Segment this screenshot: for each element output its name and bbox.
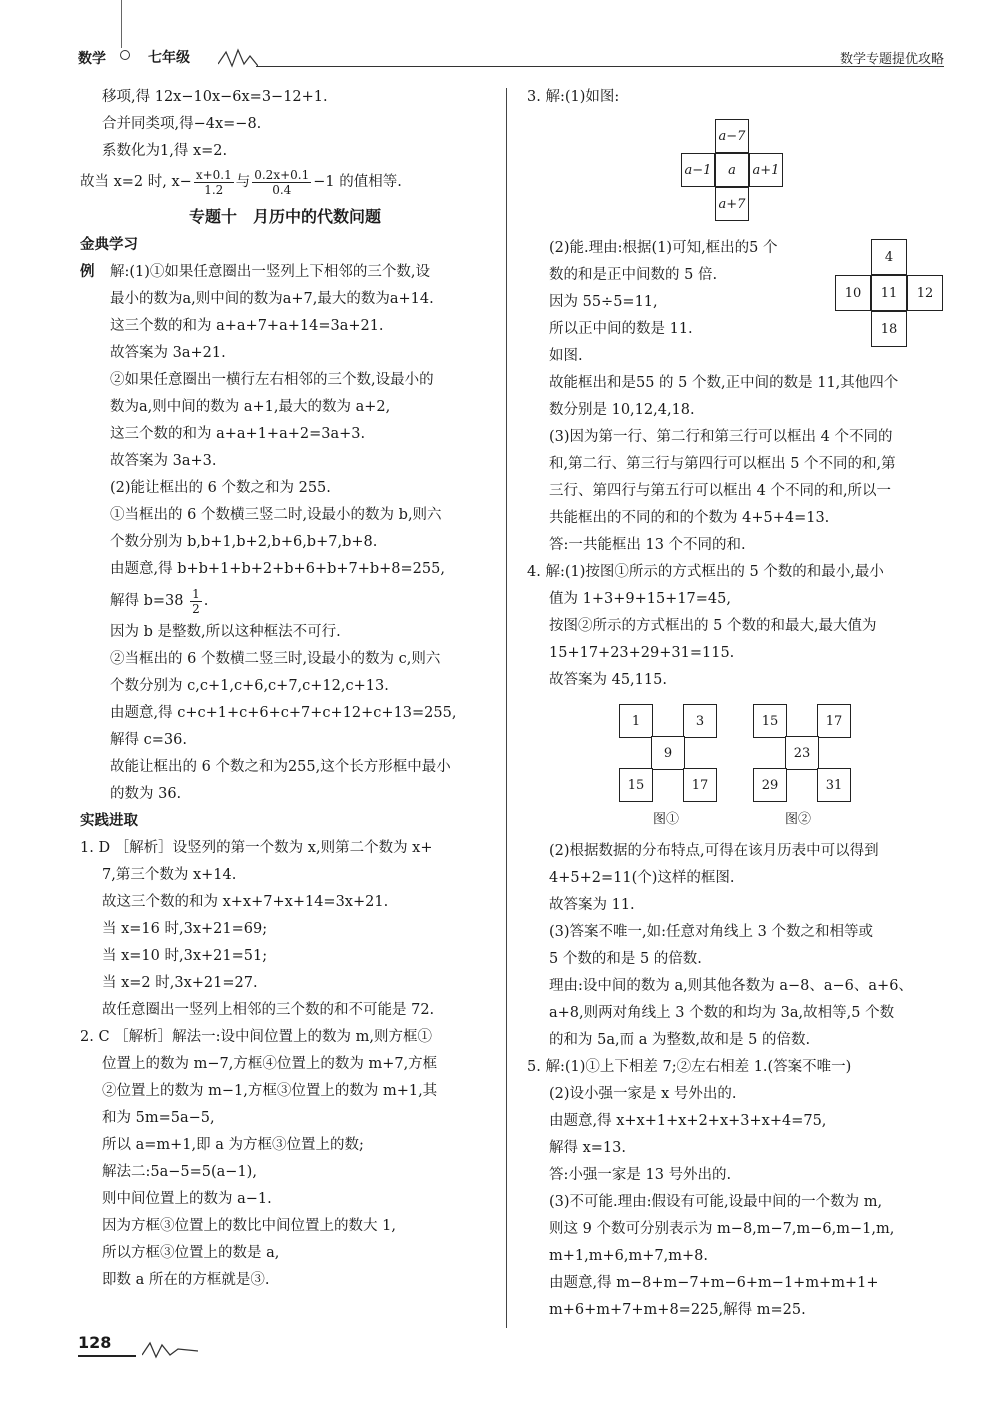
ex-lines-line: ②如果任意圈出一横行左右相邻的三个数,设最小的 bbox=[110, 372, 434, 388]
ex-lines-line: 由题意,得 b+b+1+b+2+b+6+b+7+b+8=255, bbox=[110, 561, 445, 577]
solve-b-line: 解得 b=38 $\frac{1}{2}$ . bbox=[110, 586, 209, 616]
fraction-2 bbox=[252, 168, 311, 197]
fig1-center: 9 bbox=[651, 736, 685, 770]
example-lines bbox=[80, 259, 490, 583]
example-lines-2 bbox=[80, 619, 490, 808]
q5-line: 则这 9 个数可分别表示为 m−8,m−7,m−6,m−1,m, bbox=[549, 1221, 895, 1237]
ex-lines-line: 数为a,则中间的数为 a+1,最大的数为 a+2, bbox=[110, 399, 391, 415]
fig1-caption: 图① bbox=[653, 812, 680, 827]
q4b-line: a+8,则两对角线上 3 个数的和均为 3a,故相等,5 个数 bbox=[549, 1005, 895, 1021]
q5-line: 答:小强一家是 13 号外出的. bbox=[549, 1167, 732, 1183]
left-top-line: 系数化为1,得 x=2. bbox=[102, 143, 228, 159]
q1-line: 当 x=10 时,3x+21=51; bbox=[102, 948, 268, 964]
fraction-1-denominator: 1.2 bbox=[204, 182, 224, 197]
q2-line: 位置上的数为 m−7,方框④位置上的数为 m+7,方框 bbox=[102, 1056, 438, 1072]
fraction-1-numerator: x+0.1 bbox=[195, 167, 232, 182]
cross2-right: 12 bbox=[907, 275, 943, 311]
solve-b-fraction bbox=[190, 587, 202, 616]
cross1-right: a+1 bbox=[749, 153, 783, 187]
ex-lines-line: ①当框出的 6 个数横三竖二时,设最小的数为 b,则六 bbox=[110, 507, 442, 523]
ex-lines2-line: 个数分别为 c,c+1,c+6,c+7,c+12,c+13. bbox=[110, 678, 389, 694]
ex-lines2-line: 由题意,得 c+c+1+c+6+c+7+c+12+c+13=255, bbox=[110, 705, 457, 721]
section-golden-study: 金典学习 bbox=[80, 237, 138, 253]
q4b-line: 故答案为 11. bbox=[549, 897, 635, 913]
q3a-line: 如图. bbox=[549, 348, 583, 364]
q3a-line: 因为 55÷5=11, bbox=[549, 294, 658, 310]
header-subject: 数学 bbox=[78, 51, 106, 67]
q4b-line: (3)答案不唯一,如:任意对角线上 3 个数之和相等或 bbox=[549, 924, 873, 940]
page-footer bbox=[78, 1333, 111, 1352]
ex-lines-line: (2)能让框出的 6 个数之和为 255. bbox=[110, 480, 331, 496]
ex-lines2-line: 因为 b 是整数,所以这种框法不可行. bbox=[110, 624, 341, 640]
ex-lines-line: 故答案为 3a+21. bbox=[110, 345, 226, 361]
q4b-line: 理由:设中间的数为 a,则其他各数为 a−8、a−6、a+6、 bbox=[549, 978, 913, 994]
column-divider bbox=[506, 88, 507, 1328]
q3a-line: 所以正中间的数是 11. bbox=[549, 321, 693, 337]
solve-b-denominator: 2 bbox=[192, 601, 200, 616]
header-series-title: 数学专题提优攻略 bbox=[839, 52, 944, 67]
q4b-line: (2)根据数据的分布特点,可得在该月历表中可以得到 bbox=[549, 843, 879, 859]
q4a-line: 按图②所示的方式框出的 5 个数的和最大,最大值为 bbox=[549, 618, 877, 634]
question-3-head: 3. 解:(1)如图: bbox=[527, 89, 620, 105]
q4a-line: 故答案为 45,115. bbox=[549, 672, 667, 688]
q4b-line: 的和为 5a,而 a 为整数,故和是 5 的倍数. bbox=[549, 1032, 811, 1048]
fig2-top-left: 15 bbox=[753, 704, 787, 738]
fig1-bottom-left: 15 bbox=[619, 768, 653, 802]
ex-lines-line: 个数分别为 b,b+1,b+2,b+6,b+7,b+8. bbox=[110, 534, 378, 550]
page-number: 128 bbox=[78, 1333, 112, 1352]
q3b-line: 故能框出和是55 的 5 个数,正中间的数是 11,其他四个 bbox=[549, 375, 899, 391]
question-5 bbox=[527, 1054, 945, 1324]
fig2-top-right: 17 bbox=[817, 704, 851, 738]
q1-line: 1. D ［解析］设竖列的第一个数为 x,则第二个数为 x+ bbox=[80, 840, 433, 856]
left-top-lines bbox=[80, 84, 490, 165]
solve-b-numerator: 1 bbox=[192, 586, 200, 601]
left-top-line: 移项,得 12x−10x−6x=3−12+1. bbox=[102, 89, 328, 105]
q2-line: 则中间位置上的数为 a−1. bbox=[102, 1191, 272, 1207]
q4a-line: 值为 1+3+9+15+17=45, bbox=[549, 591, 731, 607]
left-top-line: 合并同类项,得−4x=−8. bbox=[102, 116, 262, 132]
fig2-caption: 图② bbox=[785, 812, 812, 827]
q1-line: 当 x=16 时,3x+21=69; bbox=[102, 921, 268, 937]
cross1-left: a−1 bbox=[681, 153, 715, 187]
fraction-1 bbox=[194, 168, 234, 197]
example-label: 例 bbox=[80, 264, 95, 280]
fig1-top-right: 3 bbox=[683, 704, 717, 738]
q5-line: 解得 x=13. bbox=[549, 1140, 626, 1156]
q4b-line: 5 个数的和是 5 的倍数. bbox=[549, 951, 702, 967]
x-figures bbox=[527, 700, 945, 832]
question-1 bbox=[80, 835, 490, 1024]
ex-lines-line: 故答案为 3a+3. bbox=[110, 453, 217, 469]
q5-line: 由题意,得 m−8+m−7+m−6+m−1+m+m+1+ bbox=[549, 1275, 879, 1291]
q2-line: 和为 5m=5a−5, bbox=[102, 1110, 215, 1126]
page-number-underline bbox=[78, 1355, 136, 1357]
ex-lines-line: 这三个数的和为 a+a+1+a+2=3a+3. bbox=[110, 426, 366, 442]
q5-line: 5. 解:(1)①上下相差 7;②左右相差 1.(答案不唯一) bbox=[527, 1059, 852, 1075]
header-dot-icon bbox=[120, 50, 130, 60]
q3b-line: 和,第二行、第三行与第四行可以框出 5 个不同的和,第 bbox=[549, 456, 896, 472]
q3b-line: 数分别是 10,12,4,18. bbox=[549, 402, 695, 418]
q1-line: 故任意圈出一竖列上相邻的三个数的和不可能是 72. bbox=[102, 1002, 435, 1018]
cross-figure-2 bbox=[833, 239, 943, 349]
question-3-lines-b bbox=[527, 370, 945, 559]
q2-line: 解法二:5a−5=5(a−1), bbox=[102, 1164, 257, 1180]
q5-line: 由题意,得 x+x+1+x+2+x+3+x+4=75, bbox=[549, 1113, 827, 1129]
equal-values-line bbox=[80, 165, 490, 199]
fig2-center: 23 bbox=[785, 736, 819, 770]
q2-line: ②位置上的数为 m−1,方框③位置上的数为 m+1,其 bbox=[102, 1083, 438, 1099]
q4a-line: 15+17+23+29+31=115. bbox=[549, 645, 735, 661]
ex-lines-line: 这三个数的和为 a+a+7+a+14=3a+21. bbox=[110, 318, 384, 334]
q3b-line: 答:一共能框出 13 个不同的和. bbox=[549, 537, 746, 553]
q3a-line: 数的和是正中间数的 5 倍. bbox=[549, 267, 718, 283]
fig2-bottom-left: 29 bbox=[753, 768, 787, 802]
q2-line: 所以 a=m+1,即 a 为方框③位置上的数; bbox=[102, 1137, 364, 1153]
cross1-bottom: a+7 bbox=[715, 187, 749, 221]
equal-line-mid: 与 bbox=[235, 174, 251, 190]
cross2-bottom: 18 bbox=[871, 311, 907, 347]
header-decoration-line bbox=[121, 0, 122, 48]
fig2-bottom-right: 31 bbox=[817, 768, 851, 802]
ex-lines-line: 解:(1)①如果任意圈出一竖列上下相邻的三个数,设 bbox=[110, 264, 431, 280]
section-practice: 实践进取 bbox=[80, 813, 138, 829]
ex-lines2-line: 解得 c=36. bbox=[110, 732, 187, 748]
cross1-top: a−7 bbox=[715, 119, 749, 153]
question-4-lines-a bbox=[527, 559, 945, 694]
q5-line: m+6+m+7+m+8=225,解得 m=25. bbox=[549, 1302, 806, 1318]
solve-b-prefix: 解得 b=38 bbox=[110, 593, 184, 609]
cross2-top: 4 bbox=[871, 239, 907, 275]
q3b-line: 三行、第四行与第五行可以框出 4 个不同的和,所以一 bbox=[549, 483, 892, 499]
q3b-line: (3)因为第一行、第二行和第三行可以框出 4 个不同的 bbox=[549, 429, 893, 445]
q3b-line: 共能框出的不同的和的个数为 4+5+4=13. bbox=[549, 510, 830, 526]
q1-line: 7,第三个数为 x+14. bbox=[102, 867, 237, 883]
fig1-top-left: 1 bbox=[619, 704, 653, 738]
example-block bbox=[80, 259, 490, 808]
q1-line: 故这三个数的和为 x+x+7+x+14=3x+21. bbox=[102, 894, 389, 910]
q2-line: 即数 a 所在的方框就是③. bbox=[102, 1272, 270, 1288]
q5-line: (2)设小强一家是 x 号外出的. bbox=[549, 1086, 737, 1102]
q5-line: (3)不可能.理由:假设有可能,设最中间的一个数为 m, bbox=[549, 1194, 883, 1210]
ex-lines2-line: ②当框出的 6 个数横二竖三时,设最小的数为 c,则六 bbox=[110, 651, 441, 667]
ex-lines2-line: 的数为 36. bbox=[110, 786, 182, 802]
page-header bbox=[78, 40, 944, 80]
fig1-bottom-right: 17 bbox=[683, 768, 717, 802]
wave-decoration-icon bbox=[218, 44, 258, 70]
fraction-2-numerator: 0.2x+0.1 bbox=[254, 167, 310, 182]
q4a-line: 4. 解:(1)按图①所示的方式框出的 5 个数的和最小,最小 bbox=[527, 564, 884, 580]
ex-lines2-line: 故能让框出的 6 个数之和为255,这个长方形框中最小 bbox=[110, 759, 451, 775]
left-column bbox=[80, 84, 490, 1294]
q1-line: 当 x=2 时,3x+21=27. bbox=[102, 975, 258, 991]
cross2-left: 10 bbox=[835, 275, 871, 311]
q2-line: 因为方框③位置上的数比中间位置上的数大 1, bbox=[102, 1218, 396, 1234]
equal-line-prefix: 故当 x=2 时, x− bbox=[80, 174, 192, 190]
q2-line: 所以方框③位置上的数是 a, bbox=[102, 1245, 280, 1261]
cross-figure-1 bbox=[527, 117, 945, 229]
cross2-center: 11 bbox=[871, 275, 907, 311]
cross1-center: a bbox=[715, 153, 749, 187]
topic-title: 专题十 月历中的代数问题 bbox=[188, 207, 381, 226]
fraction-2-denominator: 0.4 bbox=[272, 182, 292, 197]
q3-part2-block bbox=[527, 235, 945, 370]
q5-line: m+1,m+6,m+7,m+8. bbox=[549, 1248, 708, 1264]
equal-line-suffix: −1 的值相等. bbox=[313, 174, 402, 190]
right-column bbox=[527, 84, 945, 1324]
question-4-lines-b bbox=[527, 838, 945, 1054]
question-2 bbox=[80, 1024, 490, 1294]
footer-wave-icon bbox=[142, 1337, 198, 1359]
q2-line: 2. C ［解析］解法一:设中间位置上的数为 m,则方框① bbox=[80, 1029, 432, 1045]
ex-lines-line: 最小的数为a,则中间的数为a+7,最大的数为a+14. bbox=[110, 291, 434, 307]
header-grade: 七年级 bbox=[148, 50, 190, 66]
q4b-line: 4+5+2=11(个)这样的框图. bbox=[549, 870, 735, 886]
q3a-line: (2)能.理由:根据(1)可知,框出的5 个 bbox=[549, 240, 778, 256]
